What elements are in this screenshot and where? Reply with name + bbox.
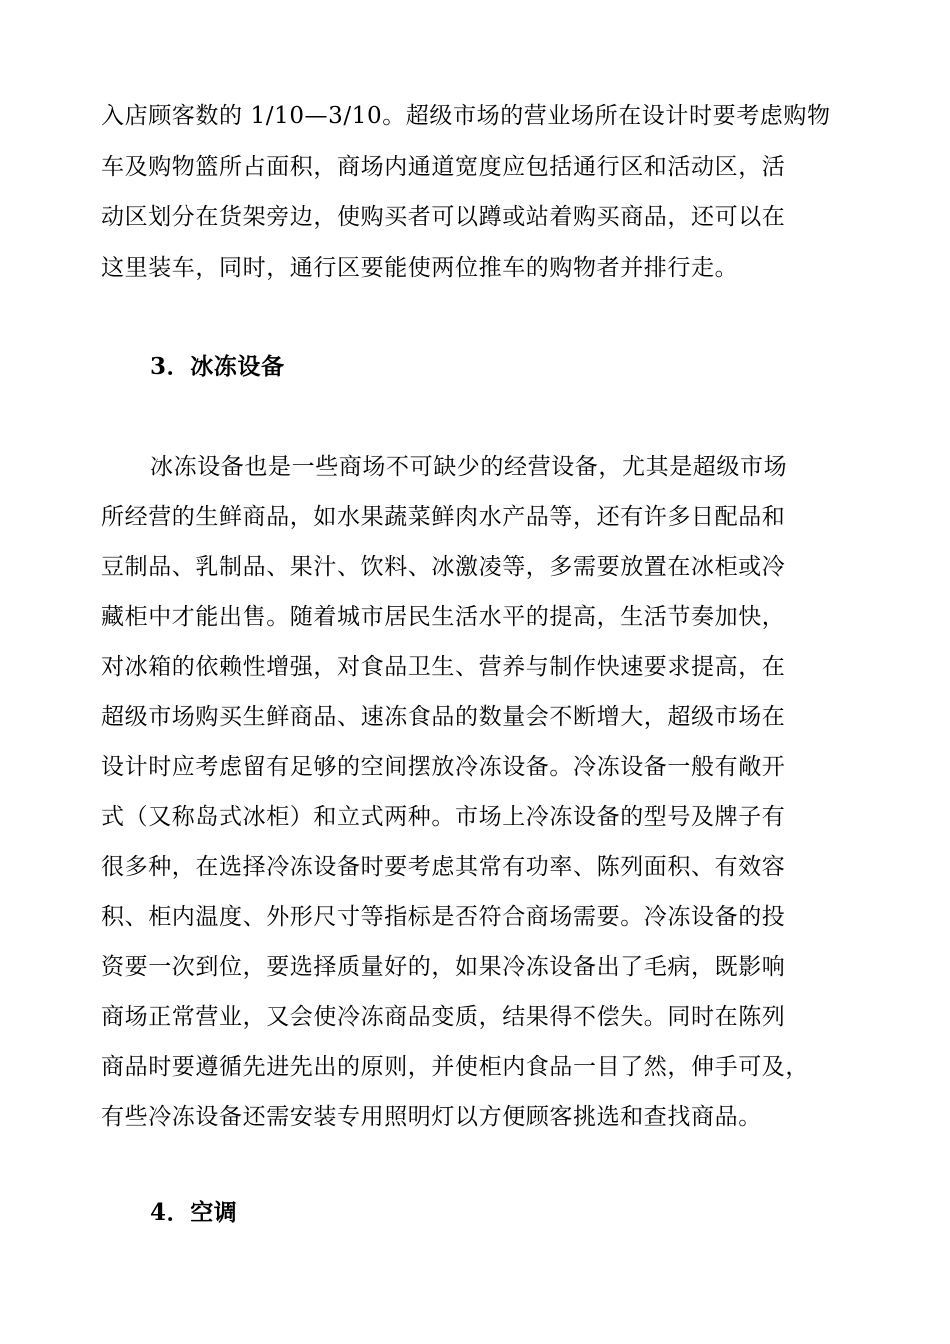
- section-heading-3: 3．冰冻设备: [150, 353, 285, 380]
- paragraph-line: 积、柜内温度、外形尺寸等指标是否符合商场需要。冷冻设备的投: [101, 904, 786, 930]
- paragraph-line: 动区划分在货架旁边，使购买者可以蹲或站着购买商品，还可以在: [101, 204, 786, 230]
- paragraph-line: 设计时应考虑留有足够的空间摆放冷冻设备。冷冻设备一般有敞开: [101, 754, 786, 780]
- paragraph-line: 有些冷冻设备还需安装专用照明灯以方便顾客挑选和查找商品。: [101, 1104, 762, 1130]
- paragraph-line: 资要一次到位，要选择质量好的，如果冷冻设备出了毛病，既影响: [101, 954, 786, 980]
- paragraph-line: 豆制品、乳制品、果汁、饮料、冰激凌等，多需要放置在冰柜或冷: [101, 554, 786, 580]
- paragraph-line: 这里装车，同时，通行区要能使两位推车的购物者并排行走。: [101, 255, 739, 281]
- paragraph-line: 冰冻设备也是一些商场不可缺少的经营设备，尤其是超级市场: [150, 454, 788, 480]
- paragraph-line: 车及购物篮所占面积，商场内通道宽度应包括通行区和活动区，活: [101, 154, 786, 180]
- paragraph-line: 很多种，在选择冷冻设备时要考虑其常有功率、陈列面积、有效容: [101, 854, 786, 880]
- paragraph-line: 藏柜中才能出售。随着城市居民生活水平的提高，生活节奏加快，: [101, 604, 786, 630]
- paragraph-line: 商品时要遵循先进先出的原则，并使柜内食品一目了然，伸手可及，: [101, 1054, 809, 1080]
- paragraph-line: 商场正常营业，又会使冷冻商品变质，结果得不偿失。同时在陈列: [101, 1004, 786, 1030]
- paragraph-line: 所经营的生鲜商品，如水果蔬菜鲜肉水产品等，还有许多日配品和: [101, 504, 786, 530]
- paragraph-line: 超级市场购买生鲜商品、速冻食品的数量会不断增大，超级市场在: [101, 704, 786, 730]
- paragraph-line: 对冰箱的依赖性增强，对食品卫生、营养与制作快速要求提高，在: [101, 654, 786, 680]
- section-heading-4: 4．空调: [150, 1199, 238, 1226]
- paragraph-line: 入店顾客数的 1/10—3/10。超级市场的营业场所在设计时要考虑购物: [101, 103, 831, 129]
- paragraph-line: 式（又称岛式冰柜）和立式两种。市场上冷冻设备的型号及牌子有: [101, 804, 786, 830]
